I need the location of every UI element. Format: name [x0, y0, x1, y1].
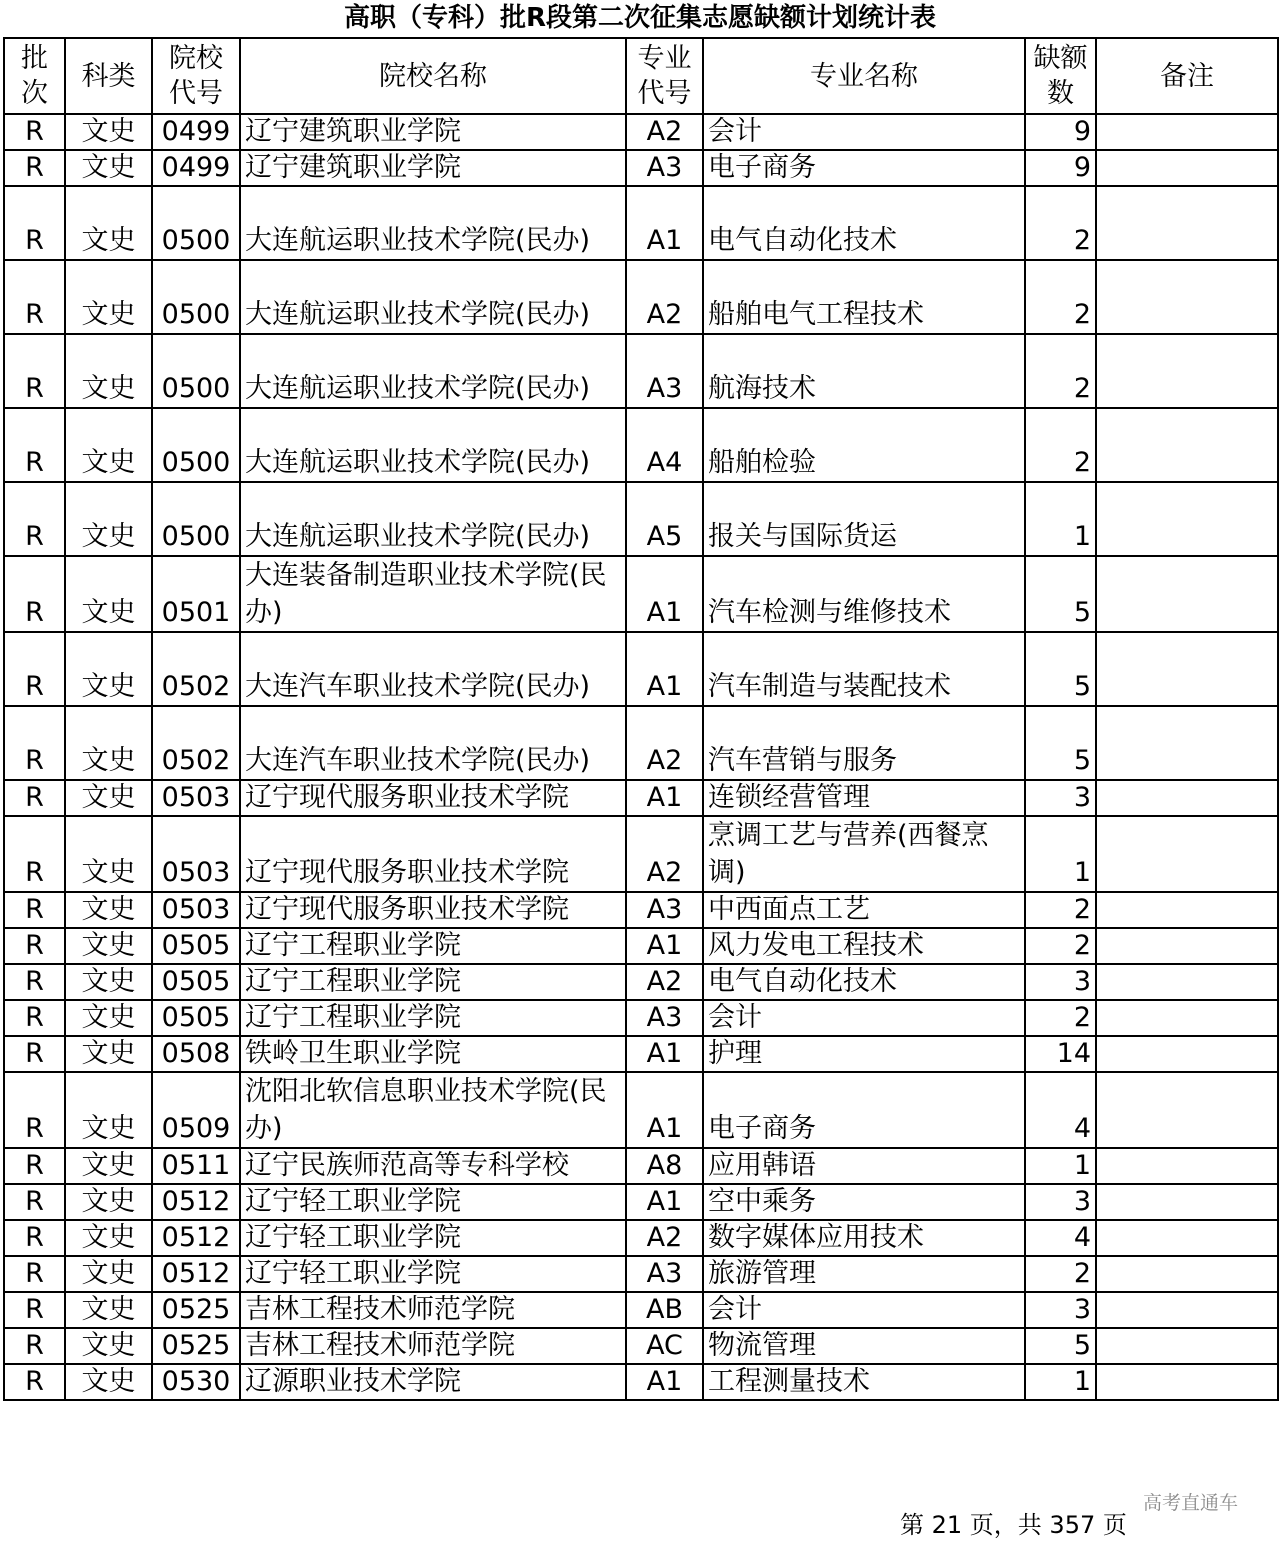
cell-school-name: 大连汽车职业技术学院(民办)	[240, 632, 626, 706]
table-row	[4, 408, 1278, 482]
cell-remark	[1096, 1000, 1278, 1036]
cell-vacancies: 2	[1025, 1000, 1096, 1036]
cell-category: 文史	[65, 114, 152, 150]
cell-school-code: 0512	[152, 1256, 240, 1292]
header-major-name: 专业名称	[703, 38, 1025, 114]
cell-remark	[1096, 1328, 1278, 1364]
cell-school-name: 吉林工程技术师范学院	[240, 1292, 626, 1328]
cell-category: 文史	[65, 334, 152, 408]
cell-school-name: 辽宁工程职业学院	[240, 964, 626, 1000]
cell-batch: R	[4, 928, 65, 964]
cell-vacancies: 5	[1025, 632, 1096, 706]
cell-school-name: 辽宁建筑职业学院	[240, 114, 626, 150]
cell-school-code: 0503	[152, 816, 240, 892]
cell-remark	[1096, 892, 1278, 928]
table-row	[4, 186, 1278, 260]
cell-school-code: 0511	[152, 1148, 240, 1184]
cell-batch: R	[4, 260, 65, 334]
cell-major-code: A2	[626, 114, 703, 150]
table-row	[4, 706, 1278, 780]
cell-batch: R	[4, 1148, 65, 1184]
cell-remark	[1096, 334, 1278, 408]
vacancy-table	[3, 37, 1279, 1401]
cell-major-name: 护理	[703, 1036, 1025, 1072]
cell-vacancies: 3	[1025, 1184, 1096, 1220]
cell-major-name: 电气自动化技术	[703, 186, 1025, 260]
cell-remark	[1096, 1148, 1278, 1184]
cell-school-code: 0500	[152, 260, 240, 334]
cell-category: 文史	[65, 1184, 152, 1220]
cell-vacancies: 2	[1025, 334, 1096, 408]
cell-category: 文史	[65, 892, 152, 928]
table-row	[4, 150, 1278, 186]
cell-school-name: 辽宁工程职业学院	[240, 928, 626, 964]
table-row	[4, 1292, 1278, 1328]
table-row	[4, 556, 1278, 632]
header-remark: 备注	[1096, 38, 1278, 114]
table-row	[4, 1036, 1278, 1072]
table-row	[4, 964, 1278, 1000]
cell-batch: R	[4, 556, 65, 632]
cell-category: 文史	[65, 1148, 152, 1184]
table-row	[4, 1000, 1278, 1036]
cell-major-code: A2	[626, 706, 703, 780]
cell-school-code: 0501	[152, 556, 240, 632]
cell-school-code: 0500	[152, 334, 240, 408]
table-row	[4, 1364, 1278, 1400]
cell-vacancies: 3	[1025, 1292, 1096, 1328]
cell-major-name: 汽车营销与服务	[703, 706, 1025, 780]
cell-remark	[1096, 186, 1278, 260]
cell-vacancies: 5	[1025, 1328, 1096, 1364]
cell-batch: R	[4, 964, 65, 1000]
table-row	[4, 334, 1278, 408]
cell-category: 文史	[65, 1220, 152, 1256]
header-row	[4, 38, 1278, 114]
cell-category: 文史	[65, 1364, 152, 1400]
cell-school-name: 辽宁工程职业学院	[240, 1000, 626, 1036]
cell-category: 文史	[65, 1036, 152, 1072]
cell-remark	[1096, 1036, 1278, 1072]
cell-school-code: 0499	[152, 114, 240, 150]
cell-school-name: 大连汽车职业技术学院(民办)	[240, 706, 626, 780]
table-row	[4, 1256, 1278, 1292]
cell-vacancies: 1	[1025, 482, 1096, 556]
cell-major-name: 连锁经营管理	[703, 780, 1025, 816]
cell-remark	[1096, 1220, 1278, 1256]
table-row	[4, 260, 1278, 334]
cell-vacancies: 5	[1025, 706, 1096, 780]
cell-school-name: 大连航运职业技术学院(民办)	[240, 334, 626, 408]
cell-major-name: 会计	[703, 1292, 1025, 1328]
cell-vacancies: 1	[1025, 816, 1096, 892]
cell-major-name: 电子商务	[703, 150, 1025, 186]
cell-major-name: 会计	[703, 114, 1025, 150]
cell-remark	[1096, 1364, 1278, 1400]
cell-major-name: 会计	[703, 1000, 1025, 1036]
cell-category: 文史	[65, 706, 152, 780]
cell-major-code: A3	[626, 1000, 703, 1036]
cell-category: 文史	[65, 408, 152, 482]
cell-school-name: 辽宁现代服务职业技术学院	[240, 892, 626, 928]
cell-batch: R	[4, 150, 65, 186]
cell-batch: R	[4, 780, 65, 816]
cell-major-name: 旅游管理	[703, 1256, 1025, 1292]
cell-school-code: 0512	[152, 1184, 240, 1220]
cell-batch: R	[4, 816, 65, 892]
cell-major-name: 汽车检测与维修技术	[703, 556, 1025, 632]
header-major-code: 专业代号	[626, 38, 703, 114]
cell-category: 文史	[65, 928, 152, 964]
page-title: 高职（专科）批R段第二次征集志愿缺额计划统计表	[343, 3, 937, 33]
cell-major-name: 船舶电气工程技术	[703, 260, 1025, 334]
table-row	[4, 1220, 1278, 1256]
cell-major-name: 工程测量技术	[703, 1364, 1025, 1400]
cell-batch: R	[4, 1072, 65, 1148]
cell-remark	[1096, 1256, 1278, 1292]
cell-vacancies: 4	[1025, 1220, 1096, 1256]
cell-remark	[1096, 706, 1278, 780]
table-row	[4, 892, 1278, 928]
cell-school-name: 沈阳北软信息职业技术学院(民办)	[240, 1072, 626, 1148]
cell-category: 文史	[65, 964, 152, 1000]
cell-major-name: 电气自动化技术	[703, 964, 1025, 1000]
table-row	[4, 632, 1278, 706]
cell-school-code: 0509	[152, 1072, 240, 1148]
cell-major-code: A3	[626, 892, 703, 928]
cell-major-name: 电子商务	[703, 1072, 1025, 1148]
cell-major-code: A1	[626, 556, 703, 632]
cell-school-code: 0500	[152, 408, 240, 482]
cell-remark	[1096, 482, 1278, 556]
cell-major-code: A5	[626, 482, 703, 556]
cell-category: 文史	[65, 1072, 152, 1148]
cell-vacancies: 1	[1025, 1364, 1096, 1400]
cell-category: 文史	[65, 1328, 152, 1364]
cell-vacancies: 3	[1025, 780, 1096, 816]
cell-category: 文史	[65, 186, 152, 260]
cell-major-code: A1	[626, 1036, 703, 1072]
cell-school-code: 0505	[152, 928, 240, 964]
cell-vacancies: 9	[1025, 114, 1096, 150]
cell-category: 文史	[65, 150, 152, 186]
cell-vacancies: 4	[1025, 1072, 1096, 1148]
cell-major-code: A2	[626, 260, 703, 334]
cell-batch: R	[4, 1256, 65, 1292]
cell-school-code: 0525	[152, 1292, 240, 1328]
table-row	[4, 1148, 1278, 1184]
cell-school-code: 0500	[152, 482, 240, 556]
cell-school-name: 吉林工程技术师范学院	[240, 1328, 626, 1364]
cell-vacancies: 2	[1025, 892, 1096, 928]
cell-major-name: 船舶检验	[703, 408, 1025, 482]
table-row	[4, 114, 1278, 150]
cell-batch: R	[4, 1292, 65, 1328]
cell-school-name: 大连航运职业技术学院(民办)	[240, 408, 626, 482]
cell-school-code: 0508	[152, 1036, 240, 1072]
cell-major-code: A2	[626, 1220, 703, 1256]
cell-major-code: AB	[626, 1292, 703, 1328]
cell-remark	[1096, 632, 1278, 706]
table-row	[4, 1184, 1278, 1220]
cell-remark	[1096, 408, 1278, 482]
cell-batch: R	[4, 1364, 65, 1400]
header-vacancies: 缺额数	[1025, 38, 1096, 114]
cell-batch: R	[4, 1328, 65, 1364]
cell-major-code: A4	[626, 408, 703, 482]
cell-major-code: A1	[626, 1072, 703, 1148]
header-school-code: 院校代号	[152, 38, 240, 114]
cell-category: 文史	[65, 1256, 152, 1292]
cell-vacancies: 2	[1025, 408, 1096, 482]
cell-batch: R	[4, 186, 65, 260]
cell-school-name: 辽宁轻工职业学院	[240, 1256, 626, 1292]
cell-school-name: 辽源职业技术学院	[240, 1364, 626, 1400]
cell-category: 文史	[65, 780, 152, 816]
cell-batch: R	[4, 1184, 65, 1220]
cell-batch: R	[4, 892, 65, 928]
cell-major-code: A1	[626, 632, 703, 706]
cell-major-name: 中西面点工艺	[703, 892, 1025, 928]
table-row	[4, 1072, 1278, 1148]
cell-school-name: 辽宁现代服务职业技术学院	[240, 816, 626, 892]
cell-school-name: 辽宁轻工职业学院	[240, 1184, 626, 1220]
cell-school-code: 0503	[152, 892, 240, 928]
cell-vacancies: 9	[1025, 150, 1096, 186]
cell-major-name: 烹调工艺与营养(西餐烹调)	[703, 816, 1025, 892]
table-row	[4, 928, 1278, 964]
cell-vacancies: 1	[1025, 1148, 1096, 1184]
cell-major-code: A3	[626, 334, 703, 408]
cell-major-code: AC	[626, 1328, 703, 1364]
cell-major-name: 应用韩语	[703, 1148, 1025, 1184]
cell-batch: R	[4, 1000, 65, 1036]
cell-remark	[1096, 1184, 1278, 1220]
cell-major-code: A1	[626, 1184, 703, 1220]
cell-category: 文史	[65, 260, 152, 334]
cell-school-code: 0502	[152, 632, 240, 706]
cell-batch: R	[4, 1220, 65, 1256]
cell-school-code: 0512	[152, 1220, 240, 1256]
cell-school-code: 0530	[152, 1364, 240, 1400]
cell-category: 文史	[65, 1292, 152, 1328]
cell-category: 文史	[65, 632, 152, 706]
cell-major-name: 汽车制造与装配技术	[703, 632, 1025, 706]
cell-school-name: 辽宁民族师范高等专科学校	[240, 1148, 626, 1184]
cell-vacancies: 3	[1025, 964, 1096, 1000]
cell-major-code: A1	[626, 780, 703, 816]
cell-major-code: A1	[626, 928, 703, 964]
table-row	[4, 780, 1278, 816]
cell-school-name: 大连航运职业技术学院(民办)	[240, 186, 626, 260]
header-school-name: 院校名称	[240, 38, 626, 114]
watermark-text: 高考直通车	[1143, 1492, 1239, 1514]
cell-major-code: A3	[626, 1256, 703, 1292]
cell-batch: R	[4, 408, 65, 482]
cell-batch: R	[4, 334, 65, 408]
cell-remark	[1096, 150, 1278, 186]
cell-remark	[1096, 816, 1278, 892]
cell-vacancies: 14	[1025, 1036, 1096, 1072]
cell-school-code: 0525	[152, 1328, 240, 1364]
cell-school-code: 0499	[152, 150, 240, 186]
cell-remark	[1096, 1072, 1278, 1148]
cell-school-code: 0505	[152, 964, 240, 1000]
cell-major-name: 风力发电工程技术	[703, 928, 1025, 964]
cell-school-code: 0502	[152, 706, 240, 780]
cell-remark	[1096, 114, 1278, 150]
cell-vacancies: 5	[1025, 556, 1096, 632]
cell-school-name: 大连航运职业技术学院(民办)	[240, 260, 626, 334]
cell-school-name: 辽宁轻工职业学院	[240, 1220, 626, 1256]
cell-major-name: 空中乘务	[703, 1184, 1025, 1220]
cell-batch: R	[4, 706, 65, 780]
cell-remark	[1096, 260, 1278, 334]
cell-major-name: 报关与国际货运	[703, 482, 1025, 556]
page-number: 第 21 页，共 357 页	[900, 1511, 1127, 1539]
cell-vacancies: 2	[1025, 260, 1096, 334]
header-batch: 批次	[4, 38, 65, 114]
table-row	[4, 1328, 1278, 1364]
cell-remark	[1096, 964, 1278, 1000]
cell-remark	[1096, 780, 1278, 816]
cell-major-code: A1	[626, 1364, 703, 1400]
cell-school-name: 辽宁现代服务职业技术学院	[240, 780, 626, 816]
cell-major-code: A2	[626, 964, 703, 1000]
cell-remark	[1096, 556, 1278, 632]
cell-school-name: 大连装备制造职业技术学院(民办)	[240, 556, 626, 632]
cell-school-code: 0500	[152, 186, 240, 260]
cell-remark	[1096, 1292, 1278, 1328]
table-row	[4, 482, 1278, 556]
cell-vacancies: 2	[1025, 186, 1096, 260]
cell-school-code: 0503	[152, 780, 240, 816]
cell-vacancies: 2	[1025, 1256, 1096, 1292]
cell-major-code: A2	[626, 816, 703, 892]
cell-major-name: 数字媒体应用技术	[703, 1220, 1025, 1256]
header-category: 科类	[65, 38, 152, 114]
cell-category: 文史	[65, 816, 152, 892]
cell-batch: R	[4, 632, 65, 706]
table-row	[4, 816, 1278, 892]
cell-school-code: 0505	[152, 1000, 240, 1036]
cell-category: 文史	[65, 1000, 152, 1036]
cell-batch: R	[4, 482, 65, 556]
cell-remark	[1096, 928, 1278, 964]
cell-vacancies: 2	[1025, 928, 1096, 964]
cell-school-name: 辽宁建筑职业学院	[240, 150, 626, 186]
cell-batch: R	[4, 1036, 65, 1072]
cell-category: 文史	[65, 482, 152, 556]
cell-major-name: 航海技术	[703, 334, 1025, 408]
cell-major-code: A1	[626, 186, 703, 260]
cell-batch: R	[4, 114, 65, 150]
cell-category: 文史	[65, 556, 152, 632]
cell-major-name: 物流管理	[703, 1328, 1025, 1364]
cell-major-code: A3	[626, 150, 703, 186]
cell-major-code: A8	[626, 1148, 703, 1184]
cell-school-name: 铁岭卫生职业学院	[240, 1036, 626, 1072]
cell-school-name: 大连航运职业技术学院(民办)	[240, 482, 626, 556]
